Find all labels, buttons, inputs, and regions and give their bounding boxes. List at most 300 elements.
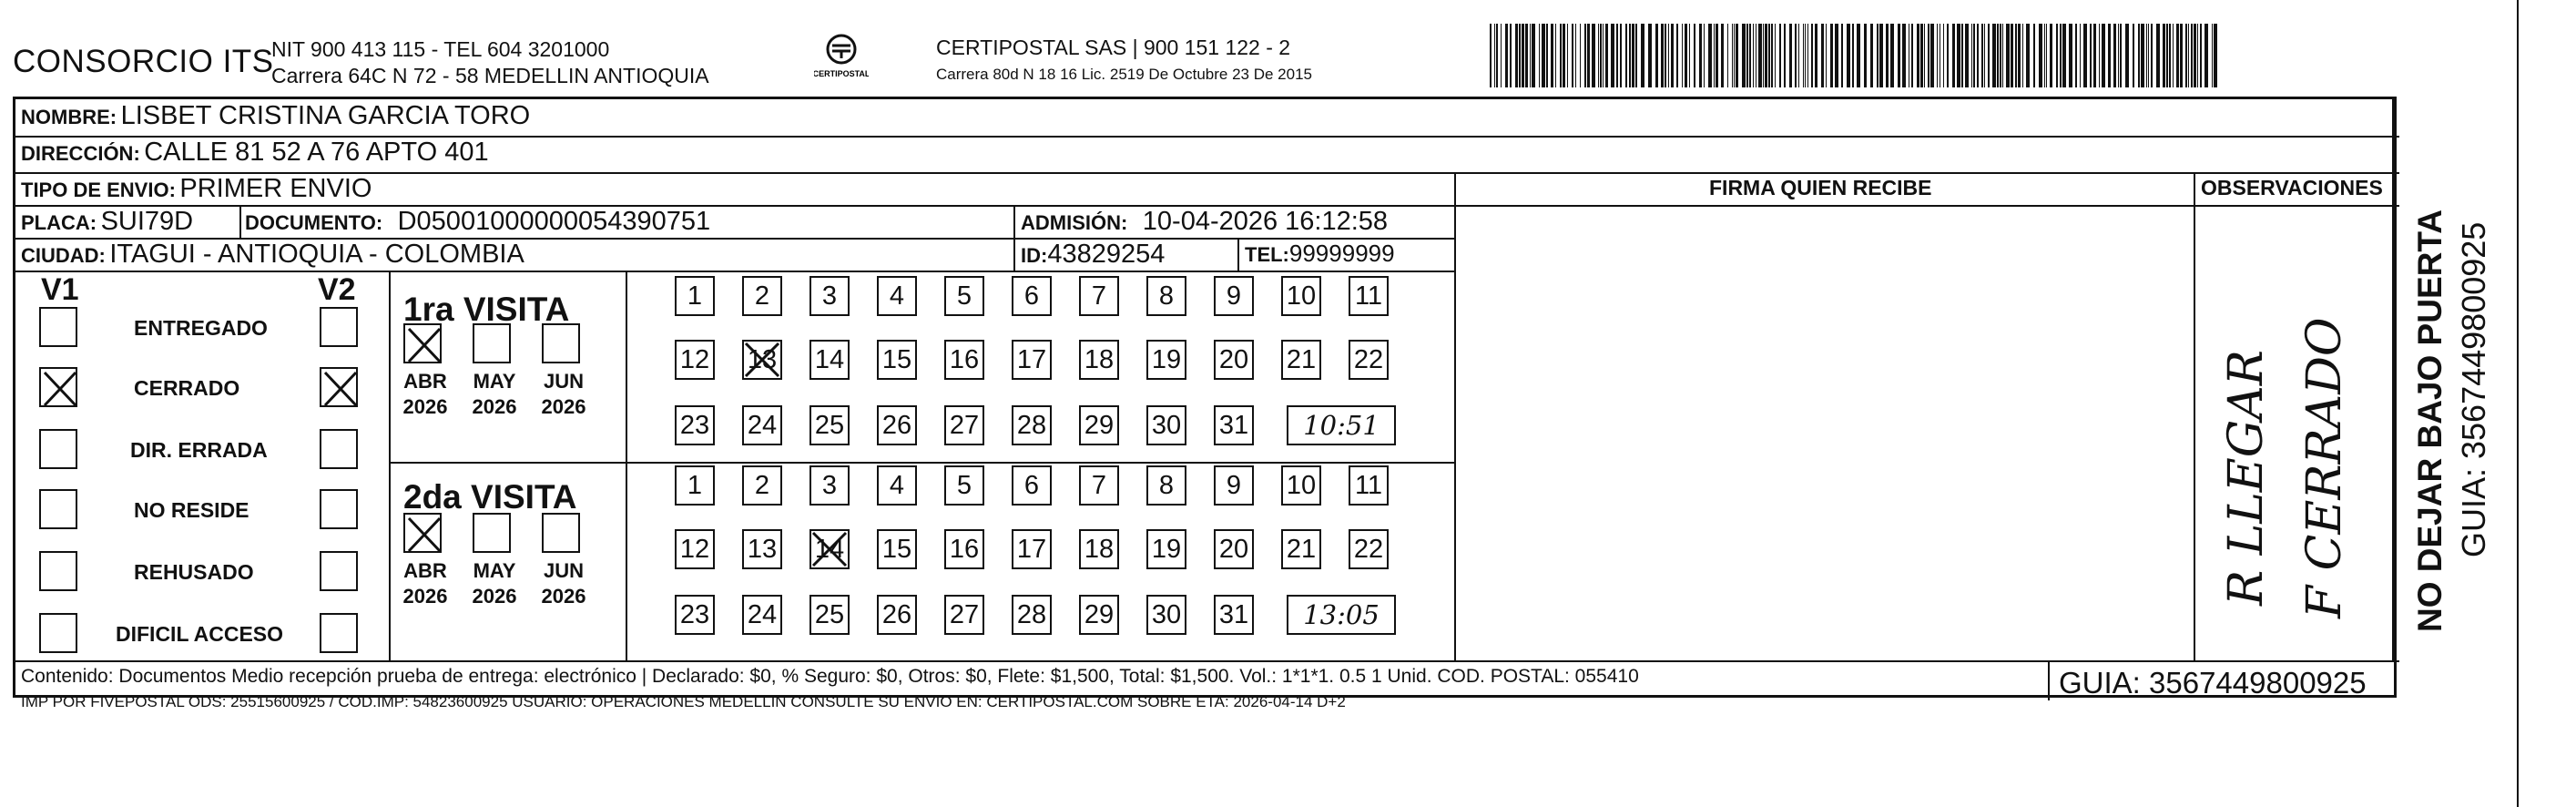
month-checkbox[interactable]	[403, 323, 442, 363]
month-year: 2026	[541, 395, 586, 418]
observation-handwriting-1: R LLEGAR	[2219, 350, 2274, 606]
status-label: DIFICIL ACCESO	[116, 622, 284, 646]
barcode-bar	[1742, 24, 1746, 87]
day-box[interactable]: 28	[1012, 595, 1052, 635]
barcode-bar	[1611, 24, 1614, 87]
barcode-bar	[2214, 24, 2217, 87]
day-box[interactable]: 14	[809, 529, 850, 569]
direccion-value: CALLE 81 52 A 76 APTO 401	[144, 138, 489, 167]
day-box[interactable]: 30	[1146, 405, 1186, 445]
barcode-bar	[1699, 24, 1702, 87]
barcode-bar	[2163, 24, 2165, 87]
status-label: ENTREGADO	[134, 316, 268, 340]
month-label	[398, 369, 453, 420]
barcode-bar	[2062, 24, 2066, 87]
barcode-bar	[2069, 24, 2072, 87]
barcode-bar	[1567, 24, 1568, 87]
month-year: 2026	[472, 585, 517, 608]
placa-value: SUI79D	[100, 207, 194, 236]
status-label: NO RESIDE	[134, 498, 249, 522]
barcode-bar	[1847, 24, 1850, 87]
barcode-bar	[1732, 24, 1733, 87]
barcode-bar	[1668, 24, 1669, 87]
day-box[interactable]: 21	[1281, 529, 1321, 569]
barcode-bar	[1560, 24, 1562, 87]
barcode-bar	[1704, 24, 1705, 87]
month-label	[536, 558, 591, 609]
side-guia: GUIA: 3567449800925	[2455, 221, 2492, 557]
barcode-bar	[1917, 24, 1919, 87]
direccion-row	[21, 138, 489, 168]
day-box[interactable]: 30	[1146, 595, 1186, 635]
delivery-form	[13, 97, 2397, 710]
barcode-bar	[1600, 24, 1602, 87]
barcode-bar	[1937, 24, 1938, 87]
barcode-bar	[2099, 24, 2100, 87]
month-name: MAY	[473, 370, 516, 393]
barcode-bar	[2033, 24, 2035, 87]
barcode-bar	[1598, 24, 1599, 87]
day-box[interactable]: 9	[1214, 276, 1254, 316]
day-mark	[742, 340, 782, 390]
barcode-bar	[1768, 24, 1770, 87]
day-box[interactable]: 25	[809, 595, 850, 635]
barcode-bar	[2146, 24, 2147, 87]
barcode-bar	[1519, 24, 1521, 87]
v2-checkbox[interactable]	[320, 429, 358, 469]
company-info	[271, 36, 709, 89]
v1-checkbox[interactable]	[39, 307, 77, 347]
barcode-bar	[1775, 24, 1776, 87]
day-box[interactable]: 9	[1214, 465, 1254, 506]
nombre-label: NOMBRE:	[21, 106, 117, 128]
day-box[interactable]: 10	[1281, 276, 1321, 316]
visit2-title: 2da VISITA	[403, 478, 577, 516]
day-box[interactable]: 27	[944, 595, 984, 635]
barcode-bar	[1734, 24, 1735, 87]
barcode-bar	[1805, 24, 1806, 87]
id-value: 43829254	[1047, 240, 1166, 269]
barcode-bar	[1971, 24, 1972, 87]
barcode-bar	[1753, 24, 1754, 87]
barcode-bar	[1510, 24, 1512, 87]
barcode-bar	[1879, 24, 1883, 87]
day-box[interactable]: 24	[742, 405, 782, 445]
month-checkbox[interactable]	[473, 323, 511, 363]
footer-print-line: IMP POR FIVEPOSTAL ODS: 25515600925 / COD.IMP: 54823600925 USUARIO: OPERACIONES MEDELLIN CONSULTE SU ENVIO EN: CERTIPOSTAL.COM SOBRE ETA: 2026-04-14 D+2	[21, 693, 1346, 710]
barcode-bar	[1539, 24, 1540, 87]
barcode-bar	[1501, 24, 1502, 87]
day-box[interactable]: 16	[944, 340, 984, 380]
day-box[interactable]: 3	[809, 465, 850, 506]
direccion-label: DIRECCIÓN:	[21, 142, 140, 165]
barcode-bar	[1629, 24, 1631, 87]
barcode-bar	[2056, 24, 2058, 87]
day-box[interactable]: 7	[1079, 276, 1119, 316]
barcode-bar	[1736, 24, 1738, 87]
barcode-bar	[1505, 24, 1508, 87]
barcode-bar	[1864, 24, 1867, 87]
barcode-bar	[1930, 24, 1934, 87]
barcode-bar	[2156, 24, 2160, 87]
barcode-bar	[1857, 24, 1860, 87]
barcode-bar	[2050, 24, 2052, 87]
barcode-bar	[1765, 24, 1767, 87]
day-box[interactable]: 5	[944, 276, 984, 316]
barcode-bar	[1496, 24, 1498, 87]
barcode-bar	[1784, 24, 1786, 87]
barcode-bar	[1572, 24, 1573, 87]
barcode-bar	[1563, 24, 1565, 87]
v1-checkbox[interactable]	[39, 489, 77, 529]
barcode-bar	[2044, 24, 2045, 87]
documento-label: DOCUMENTO:	[245, 211, 383, 234]
tel-row	[1245, 240, 1395, 268]
day-box[interactable]: 2	[742, 465, 782, 506]
barcode-bar	[1551, 24, 1553, 87]
barcode-bar	[2176, 24, 2179, 87]
barcode-bar	[1635, 24, 1637, 87]
barcode-bar	[1580, 24, 1581, 87]
day-mark	[809, 529, 850, 579]
barcode-bar	[1943, 24, 1944, 87]
day-box[interactable]: 15	[877, 340, 917, 380]
visit-time[interactable]: 13:05	[1287, 595, 1396, 635]
barcode-bar	[2148, 24, 2149, 87]
barcode-bar	[1924, 24, 1925, 87]
tel-label: TEL:	[1245, 243, 1289, 266]
day-box[interactable]: 17	[1012, 529, 1052, 569]
barcode-bar	[1902, 24, 1906, 87]
nombre-value: LISBET CRISTINA GARCIA TORO	[120, 101, 531, 130]
documento-value: D05001000000054390751	[397, 207, 711, 236]
barcode-bar	[1605, 24, 1608, 87]
v2-checkbox[interactable]	[320, 613, 358, 653]
day-box[interactable]: 5	[944, 465, 984, 506]
day-box[interactable]: 28	[1012, 405, 1052, 445]
barcode-bar	[2090, 24, 2092, 87]
barcode-bar	[2080, 24, 2081, 87]
barcode-bar	[2173, 24, 2174, 87]
barcode	[1490, 24, 2218, 87]
day-box[interactable]: 29	[1079, 405, 1119, 445]
barcode-bar	[2046, 24, 2047, 87]
barcode-bar	[1694, 24, 1695, 87]
barcode-bar	[2180, 24, 2183, 87]
barcode-bar	[1973, 24, 1975, 87]
barcode-bar	[1641, 24, 1644, 87]
month-checkbox[interactable]	[542, 323, 580, 363]
company-name: CONSORCIO ITS	[13, 44, 274, 79]
barcode-bar	[1798, 24, 1799, 87]
barcode-bar	[1988, 24, 1990, 87]
barcode-bar	[2002, 24, 2003, 87]
barcode-bar	[1632, 24, 1634, 87]
status-label: CERRADO	[134, 376, 240, 400]
barcode-bar	[2204, 24, 2208, 87]
barcode-bar	[1898, 24, 1900, 87]
day-box[interactable]: 20	[1214, 340, 1254, 380]
day-box[interactable]: 1	[675, 276, 715, 316]
barcode-bar	[1708, 24, 1712, 87]
barcode-bar	[1584, 24, 1586, 87]
day-box[interactable]: 4	[877, 465, 917, 506]
month-checkbox[interactable]	[473, 513, 511, 553]
month-label	[467, 558, 522, 609]
day-box[interactable]: 1	[675, 465, 715, 506]
day-box[interactable]: 13	[742, 340, 782, 380]
barcode-bar	[1661, 24, 1664, 87]
month-checkbox[interactable]	[542, 513, 580, 553]
month-checkbox[interactable]	[403, 513, 442, 553]
barcode-bar	[1727, 24, 1728, 87]
barcode-bar	[1771, 24, 1773, 87]
day-box[interactable]: 24	[742, 595, 782, 635]
barcode-bar	[1890, 24, 1894, 87]
barcode-bar	[1803, 24, 1804, 87]
barcode-bar	[1665, 24, 1666, 87]
documento-row	[245, 207, 710, 237]
month-name: JUN	[543, 559, 584, 582]
v1-header: V1	[41, 272, 79, 307]
barcode-bar	[1592, 24, 1595, 87]
day-box[interactable]: 16	[944, 529, 984, 569]
admision-label: ADMISIÓN:	[1021, 211, 1128, 234]
day-box[interactable]: 11	[1349, 276, 1389, 316]
address-line: Carrera 64C N 72 - 58 MEDELLIN ANTIOQUIA	[271, 64, 709, 87]
barcode-bar	[1826, 24, 1827, 87]
day-box[interactable]: 4	[877, 276, 917, 316]
day-box[interactable]: 18	[1079, 340, 1119, 380]
month-year: 2026	[402, 395, 448, 418]
barcode-bar	[1886, 24, 1889, 87]
barcode-bar	[1682, 24, 1683, 87]
barcode-bar	[1965, 24, 1969, 87]
barcode-bar	[2022, 24, 2023, 87]
day-box[interactable]: 13	[742, 529, 782, 569]
barcode-bar	[1952, 24, 1955, 87]
day-box[interactable]: 3	[809, 276, 850, 316]
logo-text: CERTIPOSTAL	[814, 69, 869, 78]
barcode-bar	[1587, 24, 1590, 87]
footer-guia: GUIA: 3567449800925	[2059, 666, 2367, 700]
ciudad-label: CIUDAD:	[21, 244, 106, 267]
day-box[interactable]: 26	[877, 595, 917, 635]
barcode-bar	[2169, 24, 2171, 87]
barcode-bar	[1625, 24, 1627, 87]
admision-row	[1021, 207, 1388, 237]
nit-line: NIT 900 413 115 - TEL 604 3201000	[271, 37, 610, 61]
v2-checkbox[interactable]	[320, 489, 358, 529]
day-box[interactable]: 22	[1349, 340, 1389, 380]
barcode-bar	[1655, 24, 1658, 87]
day-box[interactable]: 23	[675, 405, 715, 445]
day-box[interactable]: 22	[1349, 529, 1389, 569]
day-box[interactable]: 31	[1214, 595, 1254, 635]
v2-header: V2	[318, 272, 356, 307]
barcode-bar	[2083, 24, 2087, 87]
placa-row	[21, 207, 193, 237]
ciudad-row	[21, 240, 524, 270]
no-dejar-warning: NO DEJAR BAJO PUERTA	[2411, 209, 2449, 632]
month-name: JUN	[543, 370, 584, 393]
barcode-bar	[1721, 24, 1724, 87]
day-box[interactable]: 8	[1146, 276, 1186, 316]
day-box[interactable]: 21	[1281, 340, 1321, 380]
barcode-bar	[1928, 24, 1929, 87]
month-name: ABR	[403, 559, 447, 582]
barcode-bar	[1789, 24, 1792, 87]
barcode-bar	[2011, 24, 2013, 87]
visit-time[interactable]: 10:51	[1287, 405, 1396, 445]
barcode-bar	[1877, 24, 1879, 87]
barcode-bar	[2166, 24, 2168, 87]
barcode-bar	[1870, 24, 1873, 87]
month-year: 2026	[541, 585, 586, 608]
month-label	[536, 369, 591, 420]
firma-label: FIRMA QUIEN RECIBE	[1709, 176, 1932, 199]
day-box[interactable]: 17	[1012, 340, 1052, 380]
barcode-bar	[2118, 24, 2119, 87]
day-box[interactable]: 11	[1349, 465, 1389, 506]
barcode-bar	[2120, 24, 2122, 87]
barcode-bar	[1648, 24, 1652, 87]
day-box[interactable]: 27	[944, 405, 984, 445]
v2-checkbox[interactable]	[320, 307, 358, 347]
barcode-bar	[2026, 24, 2030, 87]
barcode-bar	[1758, 24, 1762, 87]
status-label: DIR. ERRADA	[130, 438, 268, 462]
v1-checkbox[interactable]	[39, 613, 77, 653]
day-box[interactable]: 12	[675, 340, 715, 380]
barcode-bar	[2212, 24, 2213, 87]
barcode-bar	[2102, 24, 2105, 87]
barcode-bar	[2075, 24, 2077, 87]
day-box[interactable]: 20	[1214, 529, 1254, 569]
barcode-bar	[2039, 24, 2042, 87]
certipostal-logo	[814, 31, 869, 86]
day-box[interactable]: 10	[1281, 465, 1321, 506]
barcode-bar	[1676, 24, 1678, 87]
v2-checkbox[interactable]	[320, 367, 358, 407]
month-name: ABR	[403, 370, 447, 393]
right-border	[2517, 0, 2519, 807]
day-box[interactable]: 2	[742, 276, 782, 316]
month-name: MAY	[473, 559, 516, 582]
day-box[interactable]: 25	[809, 405, 850, 445]
barcode-bar	[1716, 24, 1718, 87]
footer-content-line: Contenido: Documentos Medio recepción prueba de entrega: electrónico | Declarado: $0, % Seguro: $0, Otros: $0, Flete: $1,500, Total: $1,500. Vol.: 1*1*1. 0.5 1 Unid. COD. POSTAL: 055410	[21, 666, 1639, 687]
barcode-bar	[1494, 24, 1495, 87]
day-box[interactable]: 12	[675, 529, 715, 569]
barcode-bar	[1779, 24, 1781, 87]
barcode-bar	[1841, 24, 1843, 87]
barcode-bar	[1835, 24, 1838, 87]
barcode-bar	[2015, 24, 2017, 87]
barcode-bar	[2200, 24, 2202, 87]
day-box[interactable]: 31	[1214, 405, 1254, 445]
observaciones-label: OBSERVACIONES	[2201, 176, 2383, 199]
month-label	[398, 558, 453, 609]
day-box[interactable]: 26	[877, 405, 917, 445]
barcode-bar	[2138, 24, 2140, 87]
barcode-bar	[1997, 24, 1999, 87]
day-box[interactable]: 6	[1012, 465, 1052, 506]
v1-checkbox[interactable]	[39, 551, 77, 591]
barcode-bar	[2000, 24, 2001, 87]
id-row	[1021, 240, 1165, 270]
barcode-bar	[2141, 24, 2144, 87]
day-box[interactable]: 19	[1146, 529, 1186, 569]
day-box[interactable]: 15	[877, 529, 917, 569]
barcode-bar	[1522, 24, 1524, 87]
barcode-bar	[2185, 24, 2187, 87]
barcode-bar	[2194, 24, 2196, 87]
status-label: REHUSADO	[134, 560, 254, 584]
month-label	[467, 369, 522, 420]
v1-checkbox[interactable]	[39, 367, 77, 407]
day-box[interactable]: 14	[809, 340, 850, 380]
barcode-bar	[1689, 24, 1690, 87]
barcode-bar	[1815, 24, 1817, 87]
barcode-bar	[1961, 24, 1963, 87]
certipostal-info	[936, 35, 1312, 87]
certi-line2: Carrera 80d N 18 16 Lic. 2519 De Octubre 23 De 2015	[936, 66, 1312, 83]
day-box[interactable]: 19	[1146, 340, 1186, 380]
v1-checkbox[interactable]	[39, 429, 77, 469]
barcode-bar	[1555, 24, 1556, 87]
barcode-bar	[1525, 24, 1528, 87]
barcode-bar	[2006, 24, 2010, 87]
barcode-bar	[2018, 24, 2021, 87]
barcode-bar	[1746, 24, 1748, 87]
day-box[interactable]: 6	[1012, 276, 1052, 316]
barcode-bar	[1515, 24, 1518, 87]
barcode-bar	[2125, 24, 2129, 87]
day-box[interactable]: 7	[1079, 465, 1119, 506]
barcode-bar	[1830, 24, 1833, 87]
tipo-row	[21, 174, 372, 204]
barcode-bar	[1542, 24, 1545, 87]
barcode-bar	[1546, 24, 1548, 87]
barcode-bar	[1714, 24, 1715, 87]
day-box[interactable]: 29	[1079, 595, 1119, 635]
visit1-title: 1ra VISITA	[403, 291, 570, 328]
barcode-bar	[1685, 24, 1687, 87]
barcode-bar	[1821, 24, 1824, 87]
barcode-bar	[2191, 24, 2193, 87]
barcode-bar	[1795, 24, 1797, 87]
barcode-bar	[1763, 24, 1764, 87]
day-box[interactable]: 23	[675, 595, 715, 635]
barcode-bar	[1616, 24, 1618, 87]
barcode-bar	[1532, 24, 1535, 87]
day-box[interactable]: 8	[1146, 465, 1186, 506]
ciudad-value: ITAGUI - ANTIOQUIA - COLOMBIA	[109, 240, 524, 269]
v2-checkbox[interactable]	[320, 551, 358, 591]
tipo-label: TIPO DE ENVIO:	[21, 179, 176, 201]
barcode-bar	[1749, 24, 1751, 87]
barcode-bar	[1490, 24, 1492, 87]
day-box[interactable]: 18	[1079, 529, 1119, 569]
barcode-bar	[1620, 24, 1622, 87]
barcode-bar	[1671, 24, 1674, 87]
barcode-bar	[1530, 24, 1531, 87]
observation-handwriting-2: F CERRADO	[2297, 317, 2352, 618]
barcode-bar	[1911, 24, 1913, 87]
barcode-bar	[2108, 24, 2111, 87]
barcode-bar	[2060, 24, 2062, 87]
